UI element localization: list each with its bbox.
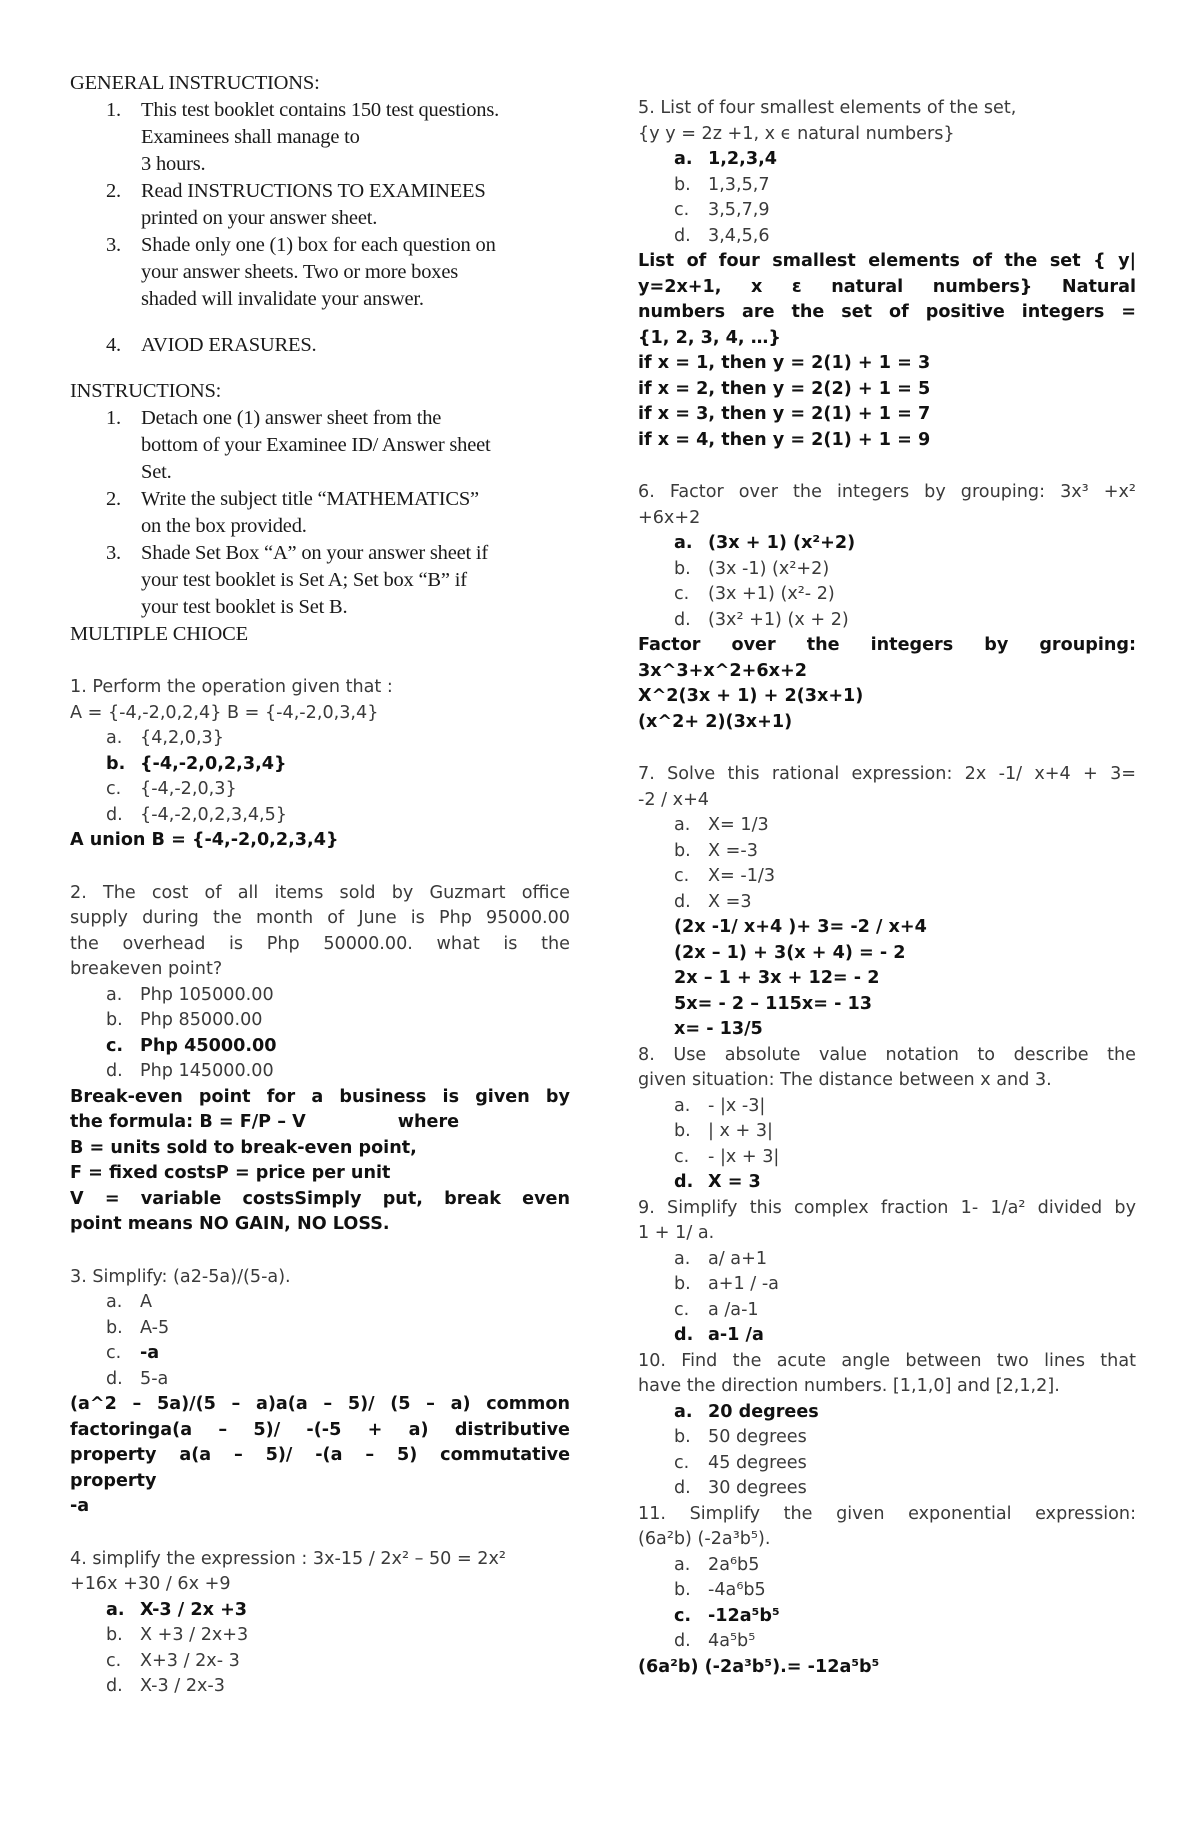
option: b. 1,3,5,7 [674, 174, 770, 195]
question-8 [638, 1043, 1136, 1196]
question-1 [70, 675, 570, 854]
option: c. (3x +1) (x²- 2) [674, 584, 835, 604]
instructions-title: INSTRUCTIONS: [70, 380, 222, 402]
option: a. 2a⁶b5 [674, 1554, 760, 1575]
option-correct: b. {-4,-2,0,2,3,4} [106, 753, 287, 774]
question-text: given situation: The distance between x and 3. [638, 1070, 1052, 1090]
question-3 [70, 1265, 570, 1520]
answer-explanation: A union B = {-4,-2,0,2,3,4} [70, 830, 339, 850]
option: c. 3,5,7,9 [674, 200, 770, 220]
option: b. X =-3 [674, 840, 758, 861]
option-correct: a. 20 degrees [674, 1401, 819, 1422]
option: d. X =3 [674, 891, 752, 912]
option: a. Php 105000.00 [106, 984, 274, 1005]
option: b. A-5 [106, 1317, 170, 1338]
question-text: {y y = 2z +1, x ϵ natural numbers} [638, 123, 955, 144]
question-text: 4. simplify the expression : 3x-15 / 2x² – 50 = 2x² [70, 1548, 506, 1569]
option-correct: c. -a [106, 1343, 160, 1363]
question-text: 10. Find the acute angle between two lines that [638, 1350, 1136, 1371]
answer-explanation: (a^2 – 5a)/(5 – a)a(a – 5)/ (5 – a) common factoringa(a – 5)/ -(-5 + a) distributive property a(a – 5)/ -(a – 5) commutative property -a [70, 1394, 570, 1516]
option: a. X= 1/3 [674, 815, 769, 835]
question-10 [638, 1349, 1136, 1502]
options-list [70, 983, 570, 1085]
question-text: the overhead is Php 50000.00. what is the [70, 933, 570, 954]
question-4 [70, 1547, 570, 1700]
list-item: 2. Read INSTRUCTIONS TO EXAMINEES printed on your answer sheet. [106, 180, 486, 229]
question-text: A = {-4,-2,0,2,4} B = {-4,-2,0,3,4} [70, 702, 379, 723]
answer-explanation: (6a²b) (-2a³b⁵).= -12a⁵b⁵ [638, 1656, 880, 1677]
option: c. X= -1/3 [674, 866, 776, 886]
option: d. (3x² +1) (x + 2) [674, 609, 849, 630]
question-text: have the direction numbers. [1,1,0] and [2,1,2]. [638, 1376, 1060, 1396]
option: b. | x + 3| [674, 1121, 773, 1141]
question-text: +6x+2 [638, 507, 701, 528]
option: b. (3x -1) (x²+2) [674, 558, 830, 579]
list-item: 1. Detach one (1) answer sheet from the bottom of your Examinee ID/ Answer sheet Set. [106, 407, 491, 483]
option-correct: d. a-1 /a [674, 1325, 764, 1345]
question-text: 5. List of four smallest elements of the set, [638, 98, 1017, 118]
options-list [638, 813, 1136, 915]
options-list [638, 1400, 1136, 1502]
answer-explanation: Break-even point for a business is given by the formula: B = F/P – V where B = units sold to break-even point, F = fixed costsP = price per unit V = variable costsSimply put, break even point means NO GAIN, NO LOSS. [70, 1086, 570, 1234]
left-column [70, 70, 570, 1700]
question-6 [638, 480, 1136, 735]
option-correct: a. (3x + 1) (x²+2) [674, 533, 856, 553]
option: a. {4,2,0,3} [106, 728, 224, 748]
list-item: 3. Shade Set Box “A” on your answer sheet if your test booklet is Set A; Set box “B” if your test booklet is Set B. [106, 542, 489, 618]
question-11 [638, 1502, 1136, 1681]
option: c. {-4,-2,0,3} [106, 779, 237, 799]
question-text: 7. Solve this rational expression: 2x -1/ x+4 + 3= [638, 764, 1136, 784]
list-item: 2. Write the subject title “MATHEMATICS” on the box provided. [106, 488, 479, 537]
question-text: breakeven point? [70, 959, 223, 979]
options-list [638, 1247, 1136, 1349]
question-text: 6. Factor over the integers by grouping: 3x³ +x² [638, 482, 1136, 502]
question-text: -2 / x+4 [638, 789, 710, 810]
option: c. X+3 / 2x- 3 [106, 1650, 240, 1671]
question-text: 8. Use absolute value notation to describe the [638, 1044, 1136, 1065]
list-item: 3. Shade only one (1) box for each question on your answer sheets. Two or more boxes shaded will invalidate your answer. [106, 234, 496, 310]
option-correct: c. Php 45000.00 [106, 1035, 277, 1056]
question-text: 3. Simplify: (a2-5a)/(5-a). [70, 1266, 291, 1287]
options-list [638, 531, 1136, 633]
option: c. 45 degrees [674, 1452, 807, 1473]
answer-explanation: Factor over the integers by grouping: 3x^3+x^2+6x+2 X^2(3x + 1) + 2(3x+1) (x^2+ 2)(3x+1) [638, 635, 1136, 732]
option: d. 5-a [106, 1368, 169, 1389]
option: d. 30 degrees [674, 1478, 807, 1498]
option: d. Php 145000.00 [106, 1061, 274, 1081]
option: b. a+1 / -a [674, 1274, 779, 1294]
option-correct: c. -12a⁵b⁵ [674, 1605, 780, 1626]
option: a. - |x -3| [674, 1095, 766, 1116]
question-5 [638, 96, 1136, 453]
question-7 [638, 762, 1136, 1043]
instructions-list [70, 405, 570, 621]
options-list [70, 726, 570, 828]
option: b. X +3 / 2x+3 [106, 1625, 249, 1645]
options-list [638, 147, 1136, 249]
question-text: (6a²b) (-2a³b⁵). [638, 1529, 771, 1549]
option-correct: a. 1,2,3,4 [674, 149, 778, 169]
question-text: 11. Simplify the given exponential expression: [638, 1503, 1136, 1524]
option: b. -4a⁶b5 [674, 1580, 766, 1600]
option: c. - |x + 3| [674, 1146, 780, 1167]
option: c. a /a-1 [674, 1299, 759, 1320]
multiple-choice-title: MULTIPLE CHIOCE [70, 623, 248, 645]
option: a. A [106, 1292, 153, 1312]
question-text: 2. The cost of all items sold by Guzmart office [70, 882, 570, 903]
option: d. X-3 / 2x-3 [106, 1676, 225, 1696]
question-9 [638, 1196, 1136, 1349]
question-2 [70, 881, 570, 1238]
question-text: 1. Perform the operation given that : [70, 677, 393, 697]
general-instructions-list [70, 97, 570, 359]
option: a. a/ a+1 [674, 1248, 768, 1269]
options-list [70, 1598, 570, 1700]
general-instructions-title: GENERAL INSTRUCTIONS: [70, 72, 320, 94]
question-text: 1 + 1/ a. [638, 1223, 715, 1243]
list-item: 4. AVIOD ERASURES. [106, 334, 317, 356]
question-text: supply during the month of June is Php 95000.00 [70, 908, 570, 928]
option-correct: d. X = 3 [674, 1172, 761, 1192]
question-text: +16x +30 / 6x +9 [70, 1574, 231, 1594]
options-list [70, 1290, 570, 1392]
right-column [638, 96, 1136, 1680]
question-text: 9. Simplify this complex fraction 1- 1/a² divided by [638, 1197, 1136, 1218]
list-item: 1. This test booklet contains 150 test questions. Examinees shall manage to 3 hours. [106, 99, 500, 175]
option-correct: a. X-3 / 2x +3 [106, 1599, 248, 1620]
option: d. 3,4,5,6 [674, 225, 770, 246]
option: b. 50 degrees [674, 1427, 807, 1447]
options-list [638, 1553, 1136, 1655]
answer-explanation: (2x -1/ x+4 )+ 3= -2 / x+4 (2x – 1) + 3(x + 4) = - 2 2x – 1 + 3x + 12= - 2 5x= - 2 – 115x= - 13 x= - 13/5 [674, 917, 927, 1039]
answer-explanation: List of four smallest elements of the set { y| y=2x+1, x ε natural numbers} Natural numbers are the set of positive integers = {1, 2, 3, 4, …} if x = 1, then y = 2(1) + 1 = 3 if x = 2, then y = 2(2) + 1 = 5 if x = 3, then y = 2(1) + 1 = 7 if x = 4, then y = 2(1) + 1 = 9 [638, 251, 1136, 450]
option: b. Php 85000.00 [106, 1010, 263, 1030]
options-list [638, 1094, 1136, 1196]
option: d. {-4,-2,0,2,3,4,5} [106, 804, 287, 825]
option: d. 4a⁵b⁵ [674, 1631, 756, 1651]
